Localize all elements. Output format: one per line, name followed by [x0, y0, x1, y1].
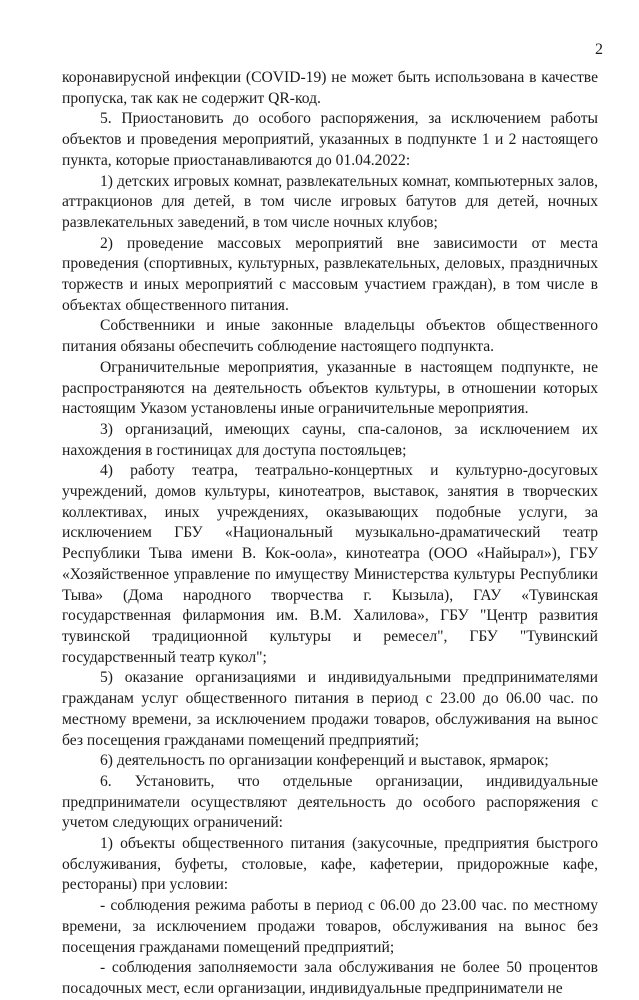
paragraph-5-5: 5) оказание организациями и индивидуальными предпринимателями гражданам услуг общественного питания в период с 23.00 до 06.00 час. по местному времени, за исключением продажи товаров, обслуживания на вынос без посещения гражданами помещений предприятий; [62, 669, 598, 749]
paragraph-5-3: 3) организаций, имеющих сауны, спа-салонов, за исключением их нахождения в гостиницах для доступа постояльцев; [62, 420, 598, 459]
paragraph-culture-exception: Ограничительные мероприятия, указанные в настоящем подпункте, не распространяются на деятельность объектов культуры, в отношении которых настоящим Указом установлены иные ограничительные мероприятия. [62, 358, 598, 418]
document-body [62, 68, 598, 1000]
paragraph-item-5: 5. Приостановить до особого распоряжения, за исключением работы объектов и проведения мероприятий, указанных в подпункте 1 и 2 настоящего пункта, которые приостанавливаются до 01.04.2022: [62, 110, 598, 169]
paragraph-6-1-hours: - соблюдения режима работы в период с 06.00 до 23.00 час. по местному времени, за исключением продажи товаров, обслуживания на вынос без посещения гражданами помещений предприятий; [62, 897, 598, 956]
paragraph-6-1-capacity: - соблюдения заполняемости зала обслуживания не более 50 процентов посадочных мест, если организации, индивидуальные предприниматели не [62, 959, 598, 997]
page-number: 2 [595, 41, 603, 58]
paragraph-6-1: 1) объекты общественного питания (закусочные, предприятия быстрого обслуживания, буфеты, столовые, кафе, кафетерии, придорожные кафе, рестораны) при условии: [62, 835, 598, 894]
paragraph-5-1: 1) детских игровых комнат, развлекательных комнат, компьютерных залов, аттракционов для детей, в том числе игровых батутов для детей, ночных развлекательных заведений, в том числе ночных клубов; [62, 172, 598, 231]
paragraph-5-4: 4) работу театра, театрально-концертных и культурно-досуговых учреждений, домов культуры, кинотеатров, выставок, занятия в творческих коллективах, иных учреждениях, оказывающих подобные услуги, за исключением ГБУ «Национальный музыкально-драматический театр Республики Тыва имени В. Кок-оола», кинотеатра (ООО «Найырал»), ГБУ «Хозяйственное управление по имуществу Министерства культуры Республики Тыва» (Дома народного творчества г. Кызыла), ГАУ «Тувинская государственная филармония им. В.М. Халилова», ГБУ "Центр развития тувинской традиционной культуры и ремесел", ГБУ "Тувинский государственный театр кукол"; [62, 462, 598, 666]
paragraph-5-6: 6) деятельность по организации конференций и выставок, ярмарок; [100, 752, 549, 770]
paragraph-owners-duty: Собственники и иные законные владельцы объектов общественного питания обязаны обеспечить соблюдение настоящего подпункта. [62, 317, 598, 356]
paragraph-item-6: 6. Установить, что отдельные организации, индивидуальные предприниматели осуществляют деятельность до особого распоряжения с учетом следующих ограничений: [62, 772, 598, 832]
paragraph-5-2: 2) проведение массовых мероприятий вне зависимости от места проведения (спортивных, культурных, развлекательных, деловых, праздничных торжеств и иных мероприятий с массовым участием граждан), в том числе в объектах общественного питания. [62, 234, 598, 314]
paragraph-covid-qr: коронавирусной инфекции (COVID-19) не может быть использована в качестве пропуска, так как не содержит QR-код. [62, 69, 598, 107]
